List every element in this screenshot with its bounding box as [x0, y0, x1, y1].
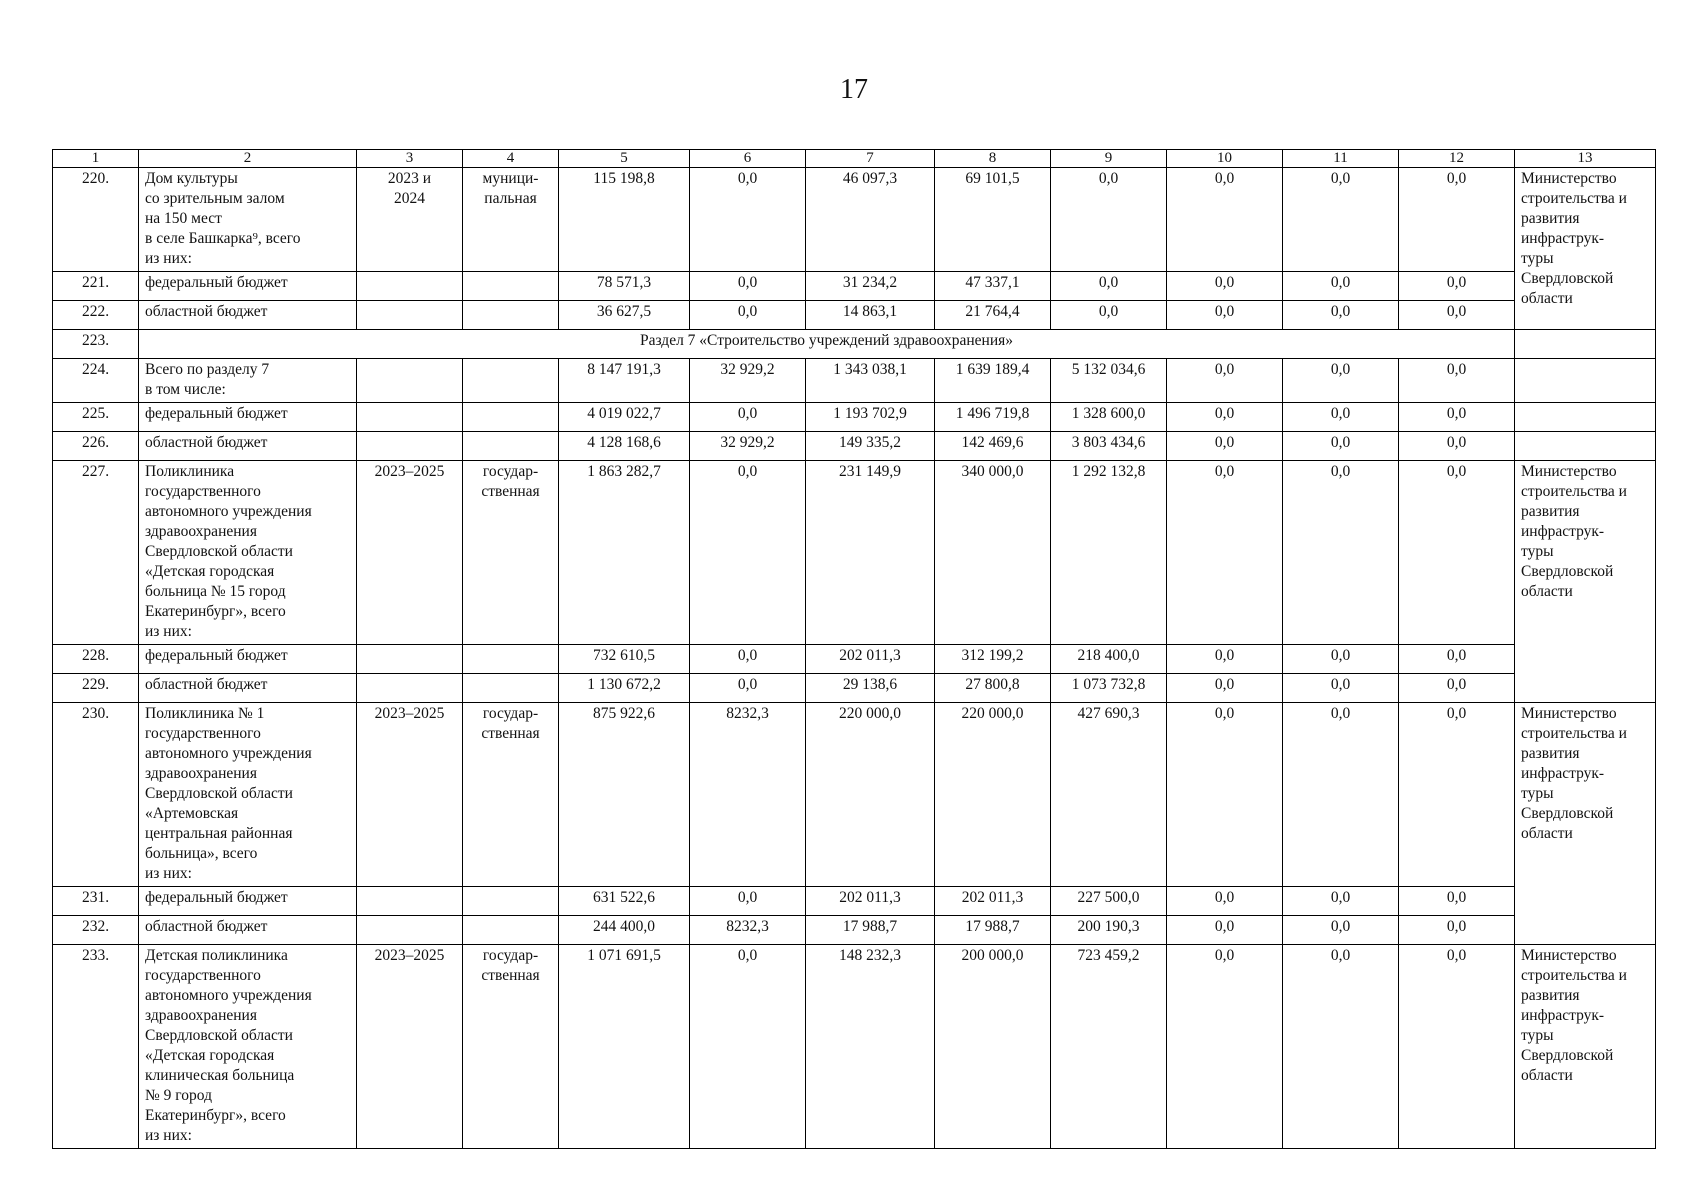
row-name: Детская поликлиника государственного автономного учреждения здравоохранения Свердловской области «Детская городская клиническая больница № 9 город Екатеринбург», всего из них:	[139, 945, 357, 1149]
value-cell: 27 800,8	[935, 674, 1051, 703]
row-number: 233.	[53, 945, 139, 1149]
table-row	[53, 674, 1656, 703]
table-row	[53, 272, 1656, 301]
table-row	[53, 403, 1656, 432]
value-cell: 1 073 732,8	[1051, 674, 1167, 703]
value-cell: 427 690,3	[1051, 703, 1167, 887]
value-cell: 36 627,5	[559, 301, 690, 330]
row-name: областной бюджет	[139, 432, 357, 461]
column-header: 11	[1283, 150, 1399, 168]
value-cell: 0,0	[1167, 403, 1283, 432]
value-cell: 0,0	[1167, 703, 1283, 887]
value-cell: 0,0	[1399, 887, 1515, 916]
value-cell: 0,0	[1283, 272, 1399, 301]
value-cell: 0,0	[1399, 432, 1515, 461]
row-ownership: муници- пальная	[463, 168, 559, 272]
table-row	[53, 461, 1656, 645]
value-cell: 8232,3	[690, 703, 806, 887]
column-header: 1	[53, 150, 139, 168]
value-cell: 69 101,5	[935, 168, 1051, 272]
value-cell: 1 328 600,0	[1051, 403, 1167, 432]
empty-cell	[1515, 330, 1656, 359]
value-cell: 0,0	[690, 272, 806, 301]
value-cell: 244 400,0	[559, 916, 690, 945]
value-cell: 0,0	[1167, 645, 1283, 674]
row-ownership: государ- ственная	[463, 703, 559, 887]
column-number-header	[53, 150, 1656, 168]
row-number: 229.	[53, 674, 139, 703]
value-cell: 14 863,1	[806, 301, 935, 330]
table-row	[53, 359, 1656, 403]
empty-cell	[357, 916, 463, 945]
value-cell: 0,0	[1167, 168, 1283, 272]
value-cell: 0,0	[1167, 301, 1283, 330]
value-cell: 0,0	[1399, 916, 1515, 945]
empty-cell	[463, 301, 559, 330]
value-cell: 0,0	[690, 403, 806, 432]
value-cell: 0,0	[690, 945, 806, 1149]
value-cell: 1 071 691,5	[559, 945, 690, 1149]
row-number: 223.	[53, 330, 139, 359]
value-cell: 0,0	[1399, 403, 1515, 432]
row-name: Дом культуры со зрительным залом на 150 мест в селе Башкарка⁹, всего из них:	[139, 168, 357, 272]
empty-cell	[1515, 403, 1656, 432]
table-row	[53, 916, 1656, 945]
empty-cell	[357, 674, 463, 703]
value-cell: 220 000,0	[935, 703, 1051, 887]
value-cell: 29 138,6	[806, 674, 935, 703]
value-cell: 0,0	[690, 301, 806, 330]
value-cell: 200 000,0	[935, 945, 1051, 1149]
value-cell: 0,0	[1167, 461, 1283, 645]
empty-cell	[463, 674, 559, 703]
value-cell: 0,0	[1167, 432, 1283, 461]
row-ownership: государ- ственная	[463, 945, 559, 1149]
empty-cell	[357, 887, 463, 916]
table-row	[53, 645, 1656, 674]
value-cell: 0,0	[1167, 674, 1283, 703]
row-name: федеральный бюджет	[139, 645, 357, 674]
value-cell: 0,0	[1051, 301, 1167, 330]
column-header: 7	[806, 150, 935, 168]
value-cell: 0,0	[1399, 461, 1515, 645]
value-cell: 1 193 702,9	[806, 403, 935, 432]
value-cell: 0,0	[1283, 461, 1399, 645]
value-cell: 875 922,6	[559, 703, 690, 887]
value-cell: 0,0	[1399, 168, 1515, 272]
value-cell: 0,0	[1283, 645, 1399, 674]
column-header: 10	[1167, 150, 1283, 168]
value-cell: 0,0	[1399, 272, 1515, 301]
column-header: 9	[1051, 150, 1167, 168]
value-cell: 3 803 434,6	[1051, 432, 1167, 461]
row-number: 230.	[53, 703, 139, 887]
value-cell: 0,0	[1283, 674, 1399, 703]
row-number: 220.	[53, 168, 139, 272]
empty-cell	[357, 301, 463, 330]
value-cell: 1 292 132,8	[1051, 461, 1167, 645]
value-cell: 1 639 189,4	[935, 359, 1051, 403]
value-cell: 0,0	[690, 887, 806, 916]
value-cell: 32 929,2	[690, 359, 806, 403]
value-cell: 202 011,3	[935, 887, 1051, 916]
row-number: 231.	[53, 887, 139, 916]
value-cell: 0,0	[1167, 887, 1283, 916]
page-number: 17	[840, 74, 868, 105]
value-cell: 1 496 719,8	[935, 403, 1051, 432]
responsible-authority: Министерство строительства и развития инфраструк- туры Свердловской области	[1515, 703, 1656, 945]
table-row	[53, 887, 1656, 916]
value-cell: 0,0	[1399, 359, 1515, 403]
value-cell: 0,0	[1283, 945, 1399, 1149]
table-row	[53, 301, 1656, 330]
value-cell: 47 337,1	[935, 272, 1051, 301]
row-years: 2023–2025	[357, 703, 463, 887]
value-cell: 149 335,2	[806, 432, 935, 461]
value-cell: 202 011,3	[806, 645, 935, 674]
empty-cell	[463, 432, 559, 461]
responsible-authority: Министерство строительства и развития инфраструк- туры Свердловской области	[1515, 168, 1656, 330]
row-number: 226.	[53, 432, 139, 461]
value-cell: 0,0	[1399, 645, 1515, 674]
value-cell: 0,0	[1167, 272, 1283, 301]
row-number: 225.	[53, 403, 139, 432]
row-name: федеральный бюджет	[139, 887, 357, 916]
empty-cell	[357, 403, 463, 432]
empty-cell	[357, 359, 463, 403]
value-cell: 0,0	[690, 461, 806, 645]
value-cell: 142 469,6	[935, 432, 1051, 461]
row-number: 232.	[53, 916, 139, 945]
value-cell: 0,0	[1283, 168, 1399, 272]
empty-cell	[463, 359, 559, 403]
row-name: Поликлиника № 1 государственного автономного учреждения здравоохранения Свердловской области «Артемовская центральная районная больница», всего из них:	[139, 703, 357, 887]
responsible-authority: Министерство строительства и развития инфраструк- туры Свердловской области	[1515, 461, 1656, 703]
column-header: 3	[357, 150, 463, 168]
value-cell: 0,0	[1399, 945, 1515, 1149]
column-header: 2	[139, 150, 357, 168]
empty-cell	[463, 916, 559, 945]
row-name: Поликлиника государственного автономного учреждения здравоохранения Свердловской области «Детская городская больница № 15 город Екатеринбург», всего из них:	[139, 461, 357, 645]
row-name: Всего по разделу 7 в том числе:	[139, 359, 357, 403]
row-name: федеральный бюджет	[139, 403, 357, 432]
row-name: областной бюджет	[139, 674, 357, 703]
value-cell: 340 000,0	[935, 461, 1051, 645]
value-cell: 0,0	[1051, 168, 1167, 272]
value-cell: 220 000,0	[806, 703, 935, 887]
value-cell: 4 128 168,6	[559, 432, 690, 461]
section-row	[53, 330, 1656, 359]
row-name: областной бюджет	[139, 301, 357, 330]
value-cell: 312 199,2	[935, 645, 1051, 674]
value-cell: 0,0	[1051, 272, 1167, 301]
empty-cell	[463, 272, 559, 301]
table-row	[53, 945, 1656, 1149]
value-cell: 0,0	[690, 645, 806, 674]
value-cell: 21 764,4	[935, 301, 1051, 330]
value-cell: 17 988,7	[935, 916, 1051, 945]
row-years: 2023–2025	[357, 945, 463, 1149]
value-cell: 46 097,3	[806, 168, 935, 272]
value-cell: 0,0	[1167, 916, 1283, 945]
column-header: 4	[463, 150, 559, 168]
value-cell: 0,0	[1283, 916, 1399, 945]
empty-cell	[463, 887, 559, 916]
value-cell: 218 400,0	[1051, 645, 1167, 674]
empty-cell	[357, 272, 463, 301]
value-cell: 1 343 038,1	[806, 359, 935, 403]
value-cell: 0,0	[1283, 887, 1399, 916]
value-cell: 32 929,2	[690, 432, 806, 461]
table-row	[53, 168, 1656, 272]
empty-cell	[463, 645, 559, 674]
value-cell: 4 019 022,7	[559, 403, 690, 432]
column-header: 13	[1515, 150, 1656, 168]
responsible-authority: Министерство строительства и развития инфраструк- туры Свердловской области	[1515, 945, 1656, 1149]
column-header: 8	[935, 150, 1051, 168]
table-row	[53, 703, 1656, 887]
row-ownership: государ- ственная	[463, 461, 559, 645]
value-cell: 115 198,8	[559, 168, 690, 272]
value-cell: 0,0	[1167, 945, 1283, 1149]
empty-cell	[357, 645, 463, 674]
value-cell: 1 130 672,2	[559, 674, 690, 703]
row-years: 2023 и 2024	[357, 168, 463, 272]
value-cell: 1 863 282,7	[559, 461, 690, 645]
row-number: 222.	[53, 301, 139, 330]
value-cell: 31 234,2	[806, 272, 935, 301]
value-cell: 0,0	[690, 168, 806, 272]
value-cell: 0,0	[1399, 703, 1515, 887]
value-cell: 0,0	[1283, 301, 1399, 330]
value-cell: 0,0	[1283, 703, 1399, 887]
budget-table	[52, 149, 1656, 1149]
value-cell: 5 132 034,6	[1051, 359, 1167, 403]
value-cell: 231 149,9	[806, 461, 935, 645]
value-cell: 78 571,3	[559, 272, 690, 301]
empty-cell	[1515, 432, 1656, 461]
value-cell: 8232,3	[690, 916, 806, 945]
value-cell: 732 610,5	[559, 645, 690, 674]
value-cell: 202 011,3	[806, 887, 935, 916]
value-cell: 0,0	[1283, 403, 1399, 432]
value-cell: 631 522,6	[559, 887, 690, 916]
row-number: 221.	[53, 272, 139, 301]
row-number: 228.	[53, 645, 139, 674]
column-header: 5	[559, 150, 690, 168]
row-years: 2023–2025	[357, 461, 463, 645]
value-cell: 8 147 191,3	[559, 359, 690, 403]
section-title: Раздел 7 «Строительство учреждений здравоохранения»	[139, 330, 1515, 359]
row-name: федеральный бюджет	[139, 272, 357, 301]
table-row	[53, 432, 1656, 461]
empty-cell	[1515, 359, 1656, 403]
value-cell: 0,0	[690, 674, 806, 703]
empty-cell	[357, 432, 463, 461]
value-cell: 0,0	[1399, 674, 1515, 703]
value-cell: 200 190,3	[1051, 916, 1167, 945]
value-cell: 227 500,0	[1051, 887, 1167, 916]
value-cell: 17 988,7	[806, 916, 935, 945]
value-cell: 723 459,2	[1051, 945, 1167, 1149]
column-header: 12	[1399, 150, 1515, 168]
column-header: 6	[690, 150, 806, 168]
empty-cell	[463, 403, 559, 432]
row-number: 227.	[53, 461, 139, 645]
value-cell: 0,0	[1283, 432, 1399, 461]
row-name: областной бюджет	[139, 916, 357, 945]
value-cell: 0,0	[1399, 301, 1515, 330]
value-cell: 0,0	[1283, 359, 1399, 403]
value-cell: 0,0	[1167, 359, 1283, 403]
row-number: 224.	[53, 359, 139, 403]
value-cell: 148 232,3	[806, 945, 935, 1149]
